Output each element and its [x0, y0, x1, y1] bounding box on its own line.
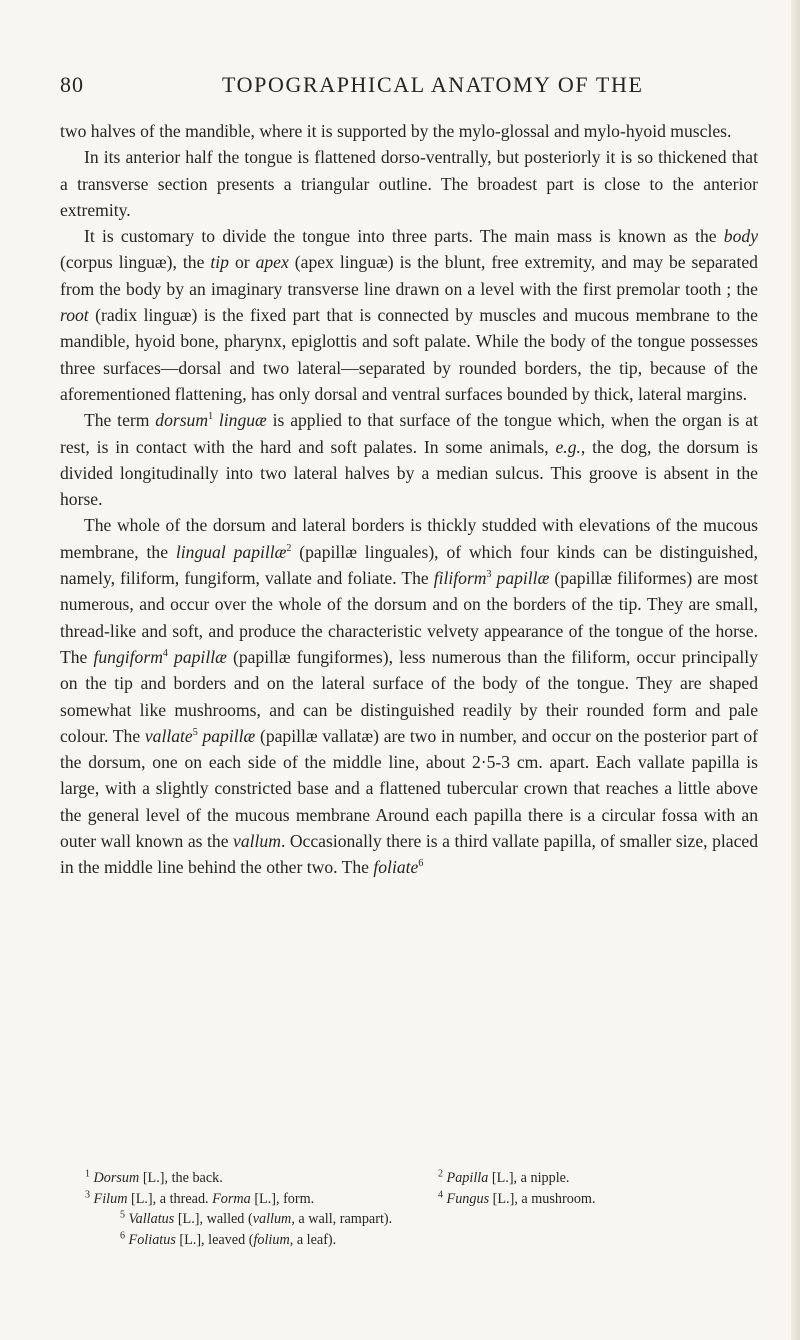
footnote-ref: 4	[438, 1188, 443, 1200]
footnote-ref: 2	[438, 1168, 443, 1180]
text-run: It is customary to divide the tongue into three parts. The main mass is known as the	[84, 226, 724, 247]
text-run: [L.], leaved (	[175, 1231, 254, 1248]
italic-term: Papilla	[446, 1170, 489, 1186]
text-run: , the dog, the dorsum is divided longitudinally into two lateral halves by a median sulcus. This groove is absent in the horse.	[60, 436, 758, 510]
italic-term: vallum	[252, 1211, 292, 1228]
italic-term: Dorsum	[93, 1170, 140, 1186]
footnotes	[60, 1168, 760, 1250]
paragraph	[60, 144, 758, 223]
footnote-ref: 6	[418, 858, 424, 870]
footnote-ref: 3	[85, 1188, 90, 1200]
footnote-ref: 6	[120, 1230, 125, 1242]
footnote-ref: 5	[192, 726, 198, 738]
text-run: (papillæ fungiformes), less numerous than the filiform, occur principally on the tip and borders and on the lateral surface of the body of the tongue. They are shaped somewhat like mushrooms, and can be distinguished readily by their rounded form and pale colour. The	[60, 646, 758, 746]
paragraph	[60, 118, 758, 144]
italic-term: Filum	[93, 1190, 128, 1207]
footnote	[85, 1189, 314, 1210]
paragraph	[60, 407, 758, 512]
text-run: or	[228, 252, 256, 273]
italic-term: tip	[210, 252, 229, 273]
page-number: 80	[60, 72, 84, 97]
footnote-ref: 3	[486, 569, 492, 581]
italic-term: apex	[255, 252, 289, 273]
footnote-row	[60, 1230, 760, 1251]
footnote	[438, 1189, 596, 1210]
text-run: (papillæ filiformes) are most numerous, and occur over the whole of the dorsum and on the borders of the tip. They are small, thread-like and soft, and produce the characteristic velvety appearance of the tongue of the horse. The	[60, 568, 758, 667]
text-run: [L.], the back.	[139, 1170, 223, 1186]
text-run: (apex linguæ) is the blunt, free extremity, and may be separated from the body by an imaginary transverse line drawn on a level with the first premolar tooth ; the	[60, 252, 758, 299]
italic-term: Foliatus	[128, 1231, 176, 1248]
italic-term: Forma	[212, 1190, 251, 1207]
text-run: [L.], a nipple.	[488, 1170, 570, 1186]
paragraph	[60, 512, 758, 880]
footnote-ref: 2	[286, 542, 292, 554]
italic-term: dorsum	[155, 410, 209, 431]
footnote-ref: 1	[208, 411, 214, 423]
footnote-ref: 1	[85, 1168, 90, 1180]
italic-term: root	[60, 305, 89, 326]
text-run: is applied to that surface of the tongue which, when the organ is at rest, is in contact with the hard and soft palates. In some animals,	[60, 410, 758, 457]
footnote-row	[60, 1209, 760, 1230]
text-run: [L.], walled (	[174, 1211, 253, 1228]
page-edge-shadow	[791, 0, 800, 1340]
footnote-row	[60, 1189, 760, 1210]
text-run: [L.], a mushroom.	[489, 1190, 596, 1207]
footnote	[120, 1209, 392, 1230]
running-title: TOPOGRAPHICAL ANATOMY OF THE	[222, 72, 644, 97]
italic-term: vallum	[233, 831, 281, 852]
italic-term: linguæ	[213, 410, 267, 431]
footnote	[85, 1168, 223, 1189]
italic-term: Fungus	[446, 1190, 490, 1207]
text-run: two halves of the mandible, where it is supported by the mylo-glossal and mylo-hyoid muscles.	[60, 121, 732, 141]
italic-term: lingual papillæ	[175, 541, 287, 562]
italic-term: filiform	[433, 568, 487, 589]
footnote-row	[60, 1168, 760, 1189]
paragraph	[60, 223, 758, 407]
text-run: (papillæ vallatæ) are two in number, and occur on the posterior part of the dorsum, one on each side of the middle line, about 2·5-3 cm. apart. Each vallate papilla is large, with a slightly constricted base and a flattened tubercular crown that reaches a little above the general level of the mucous membrane Around each papilla there is a circular fossa with an outer wall known as the	[60, 725, 758, 852]
italic-term: folium	[253, 1231, 290, 1248]
text-run: The whole of the dorsum and lateral borders is thickly studded with elevations of the mucous membrane, the	[60, 515, 758, 562]
text-run: [L.], form.	[250, 1190, 315, 1207]
italic-term: e.g.	[555, 436, 581, 457]
text-run: In its anterior half the tongue is flattened dorso-ventrally, but posteriorly it is so thickened that a transverse section presents a triangular outline. The broadest part is close to the anterior extremity.	[60, 147, 758, 220]
body-text	[60, 118, 758, 881]
italic-term: vallate	[144, 725, 193, 746]
text-run: , a wall, rampart).	[291, 1211, 393, 1228]
footnote	[120, 1230, 336, 1251]
page-header	[0, 72, 800, 106]
italic-term: body	[723, 226, 758, 247]
text-run: (radix linguæ) is the fixed part that is connected by muscles and mucous membrane to the mandible, hyoid bone, pharynx, epiglottis and soft palate. While the body of the tongue possesses three surfaces—dorsal and two lateral—separated by rounded borders, the tip, because of the aforementioned flattening, has only dorsal and ventral surfaces bounded by thick, lateral margins.	[60, 305, 758, 404]
text-run: , a leaf).	[289, 1231, 337, 1248]
italic-term: papillæ	[197, 725, 256, 746]
footnote-ref: 5	[120, 1209, 125, 1221]
italic-term: papillæ	[167, 646, 227, 667]
text-run: (papillæ linguales), of which four kinds can be distinguished, namely, filiform, fungiform, vallate and foliate. The	[60, 541, 758, 589]
italic-term: papillæ	[491, 568, 550, 589]
text-run: [L.], a thread.	[127, 1190, 213, 1207]
text-run: (corpus linguæ), the	[60, 252, 211, 273]
text-run: . Occasionally there is a third vallate papilla, of smaller size, placed in the middle line behind the other two. The	[60, 831, 758, 878]
footnote	[438, 1168, 569, 1189]
footnote-ref: 4	[162, 648, 168, 660]
text-run: The term	[84, 410, 156, 431]
italic-term: foliate	[373, 857, 419, 878]
italic-term: fungiform	[93, 646, 163, 667]
italic-term: Vallatus	[128, 1211, 175, 1228]
